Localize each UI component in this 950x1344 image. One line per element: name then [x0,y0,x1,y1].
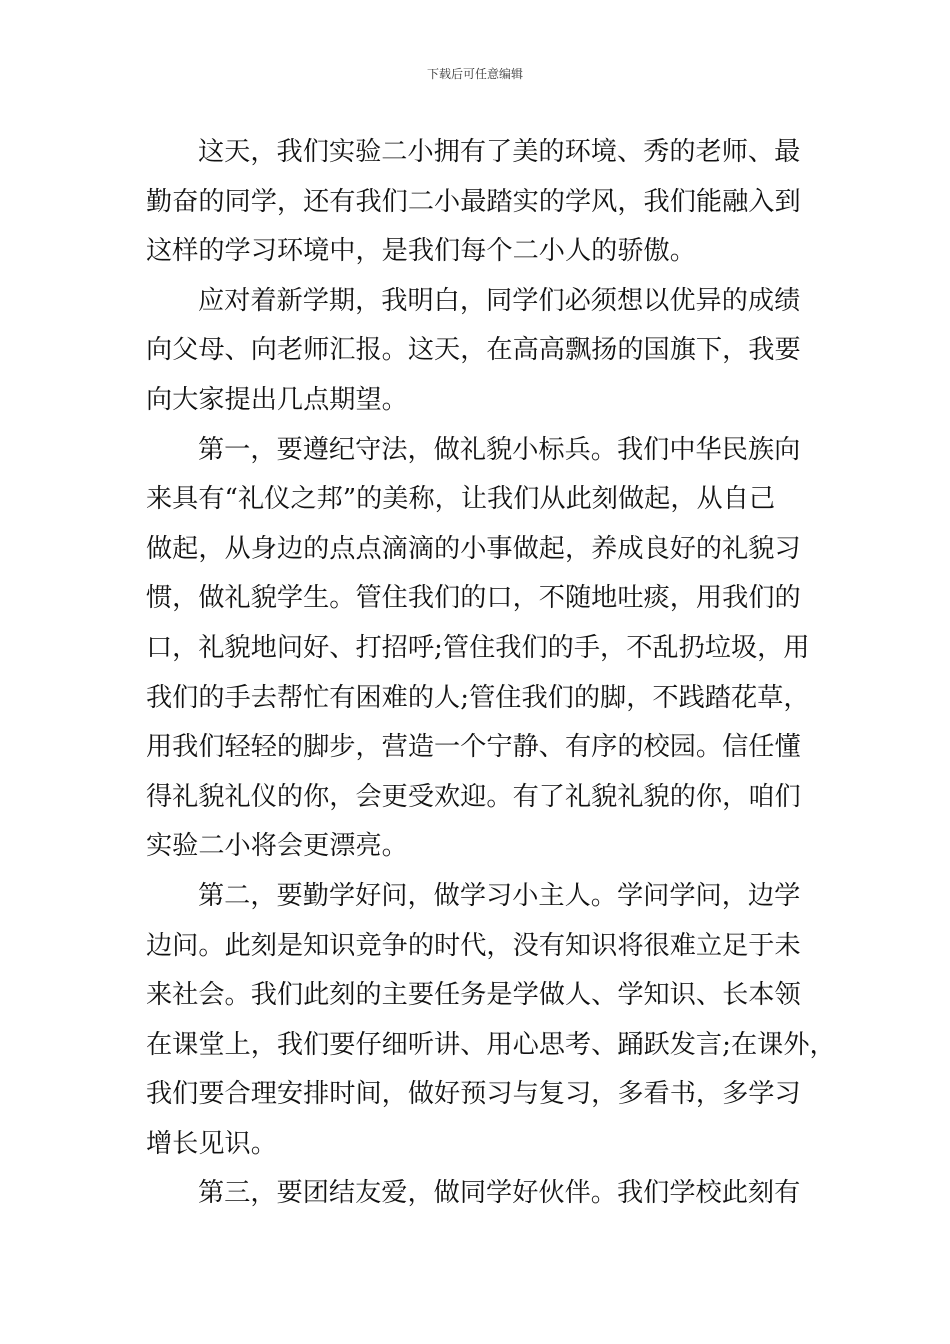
text-line: 用我们轻轻的脚步，营造一个宁静、有序的校园。信任懂 [146,732,801,763]
text-line: 我们要合理安排时间，做好预习与复习，多看书，多学习 [146,1079,801,1110]
paragraph-3 [146,426,811,872]
paragraph-1 [146,128,811,277]
text-line: 勤奋的同学，还有我们二小最踏实的学风，我们能融入到 [146,186,801,217]
text-line: 边问。此刻是知识竞争的时代，没有知识将很难立足于未 [146,930,801,961]
text-line: 第一，要遵纪守法，做礼貌小标兵。我们中华民族向 [198,434,801,465]
text-line: 实验二小将会更漂亮。 [146,831,408,862]
text-line: 向大家提出几点期望。 [146,384,408,415]
text-line: 增长见识。 [146,1128,277,1159]
text-line: 来具有“礼仪之邦”的美称，让我们从此刻做起，从自己 [146,484,776,515]
text-line: 第二，要勤学好问，做学习小主人。学问学问，边学 [198,880,801,911]
document-body [146,128,836,1219]
text-line: 我们的手去帮忙有困难的人;管住我们的脚，不践踏花草， [146,682,810,713]
text-line: 第三，要团结友爱，做同学好伙伴。我们学校此刻有 [198,1178,801,1209]
text-line: 应对着新学期，我明白，同学们必须想以优异的成绩 [198,285,801,316]
text-line: 这天，我们实验二小拥有了美的环境、秀的老师、最 [198,137,801,167]
text-line: 这样的学习环境中，是我们每个二小人的骄傲。 [146,236,696,267]
text-line: 做起，从身边的点点滴滴的小事做起，养成良好的礼貌习 [146,533,801,564]
paragraph-4 [146,872,836,1170]
page-header: 下载后可任意编辑 [426,67,523,81]
text-line: 向父母、向老师汇报。这天，在高高飘扬的国旗下，我要 [146,335,801,366]
paragraph-2 [146,277,811,426]
text-line: 口，礼貌地问好、打招呼;管住我们的手，不乱扔垃圾，用 [146,632,810,663]
text-line: 得礼貌礼仪的你，会更受欢迎。有了礼貌礼貌的你，咱们 [146,781,801,812]
text-line: 在课堂上，我们要仔细听讲、用心思考、踊跃发言;在课外， [146,1029,836,1060]
text-line: 惯，做礼貌学生。管住我们的口，不随地吐痰，用我们的 [146,583,801,614]
text-line: 来社会。我们此刻的主要任务是学做人、学知识、长本领 [146,980,801,1011]
paragraph-5 [146,1169,811,1219]
